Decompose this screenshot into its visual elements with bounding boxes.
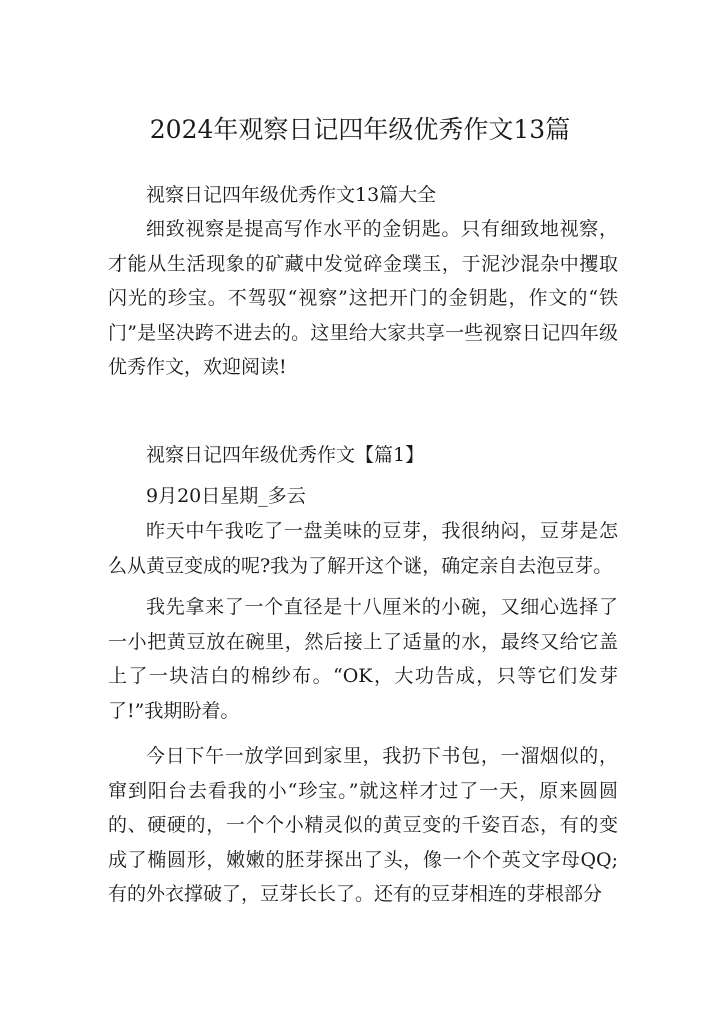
- body-paragraph-3: 今日下午一放学回到家里，我扔下书包，一溜烟似的，窜到阳台去看我的小“珍宝。”就这样才过了一天，原来圆圆的、硬硬的，一个个小精灵似的黄豆变的千姿百态，有的变成了椭圆形，嫩嫩的胚芽探出了头，像一个个英文字母QQ;有的外衣撑破了，豆芽长长了。还有的豆芽相连的芽根部分: [108, 745, 618, 906]
- date-line: 9月20日星期_多云: [146, 485, 306, 507]
- document-subtitle: 视察日记四年级优秀作文13篇大全: [146, 184, 437, 206]
- section-heading: 视察日记四年级优秀作文【篇1】: [146, 444, 425, 466]
- intro-paragraph: 细致视察是提高写作水平的金钥匙。只有细致地视察，才能从生活现象的矿藏中发觉碎金璞玉，于泥沙混杂中攫取闪光的珍宝。不驾驭“视察”这把开门的金钥匙，作文的“铁门”是坚决跨不进去的。这里给大家共享一些视察日记四年级优秀作文，欢迎阅读!: [108, 218, 618, 379]
- document-title: 2024年观察日记四年级优秀作文13篇: [149, 115, 571, 144]
- body-paragraph-2: 我先拿来了一个直径是十八厘米的小碗，又细心选择了一小把黄豆放在碗里，然后接上了适量的水，最终又给它盖上了一块洁白的棉纱布。“OK，大功告成，只等它们发芽了!”我期盼着。: [108, 596, 618, 722]
- body-paragraph-1: 昨天中午我吃了一盘美味的豆芽，我很纳闷，豆芽是怎么从黄豆变成的呢?我为了解开这个谜，确定亲自去泡豆芽。: [108, 520, 618, 577]
